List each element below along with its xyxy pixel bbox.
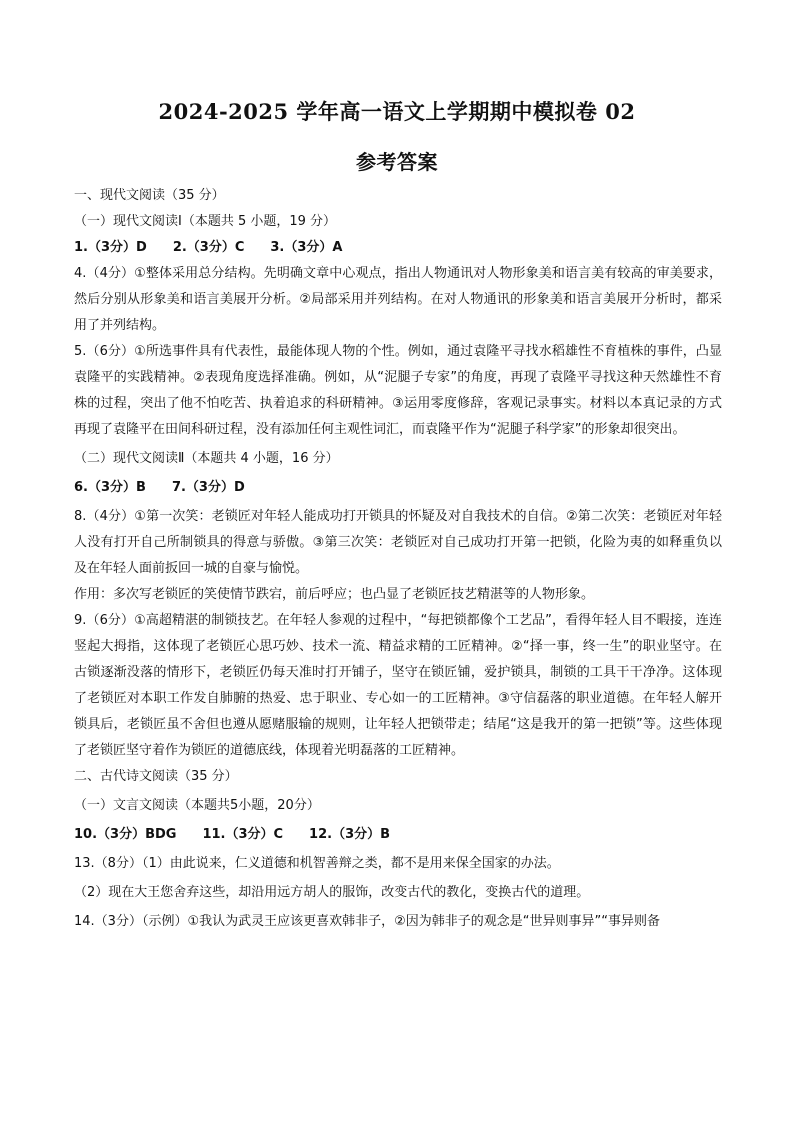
answer-paragraph: 14.（3分）（示例）①我认为武灵王应该更喜欢韩非子，②因为韩非子的观念是“世异则事异”“事异则备 <box>74 914 660 929</box>
answer-line: 10.（3分）BDG 11.（3分）C 12.（3分）B <box>74 827 391 842</box>
answer-paragraph: 作用：多次写老锁匠的笑使情节跌宕，前后呼应；也凸显了老锁匠技艺精湛等的人物形象。 <box>74 587 595 602</box>
answer-content <box>74 183 722 935</box>
answer-paragraph: 4.（4分）①整体采用总分结构。先明确文章中心观点，指出人物通讯对人物形象美和语言美有较高的审美要求，然后分别从形象美和语言美展开分析。②局部采用并列结构。在对人物通讯的形象美和语言美展开分析时，都采用了并列结构。 <box>74 266 722 333</box>
section-heading: 一、现代文阅读（35 分） <box>74 188 225 203</box>
answer-paragraph: 5.（6分）①所选事件具有代表性，最能体现人物的个性。例如，通过袁隆平寻找水稻雄性不育植株的事件，凸显袁隆平的实践精神。②表现角度选择准确。例如，从“泥腿子专家”的角度，再现了袁隆平寻找这种天然雄性不育株的过程，突出了他不怕吃苦、执着追求的科研精神。③运用零度修辞，客观记录事实。材料以本真记录的方式再现了袁隆平在田间科研过程，没有添加任何主观性词汇，而袁隆平作为“泥腿子科学家”的形象却很突出。 <box>74 344 722 437</box>
answer-paragraph: （2）现在大王您舍弃这些，却沿用远方胡人的服饰，改变古代的教化，变换古代的道理。 <box>74 885 590 900</box>
answer-line: 6.（3分）B 7.（3分）D <box>74 480 245 495</box>
subsection-heading: （一）现代文阅读Ⅰ（本题共 5 小题，19 分） <box>74 214 337 229</box>
section-heading: 二、古代诗文阅读（35 分） <box>74 769 238 784</box>
document-subtitle: 参考答案 <box>356 150 438 174</box>
document-title: 2024-2025 学年高一语文上学期期中模拟卷 02 <box>158 99 636 124</box>
answer-paragraph: 8.（4分）①第一次笑：老锁匠对年轻人能成功打开锁具的怀疑及对自我技术的自信。②第二次笑：老锁匠对年轻人没有打开自己所制锁具的得意与骄傲。③第三次笑：老锁匠对自己成功打开第一把锁，化险为夷的如释重负以及在年轻人面前扳回一城的自豪与愉悦。 <box>74 509 722 576</box>
subsection-heading: （二）现代文阅读Ⅱ（本题共 4 小题，16 分） <box>74 451 339 466</box>
answer-paragraph: 13.（8分）（1）由此说来，仁义道德和机智善辩之类，都不是用来保全国家的办法。 <box>74 856 560 871</box>
answer-paragraph: 9.（6分）①高超精湛的制锁技艺。在年轻人参观的过程中，“每把锁都像个工艺品”，看得年轻人目不暇接，连连竖起大拇指，这体现了老锁匠心思巧妙、技术一流、精益求精的工匠精神。②“择一事，终一生”的职业坚守。在古锁逐渐没落的情形下，老锁匠仍每天准时打开铺子，坚守在锁匠铺，爱护锁具，制锁的工具干干净净。这体现了老锁匠对本职工作发自肺腑的热爱、忠于职业、专心如一的工匠精神。③守信磊落的职业道德。在年轻人解开锁具后，老锁匠虽不舍但也遵从愿赌服输的规则，让年轻人把锁带走；结尾“这是我开的第一把锁”等。这些体现了老锁匠坚守着作为锁匠的道德底线，体现着光明磊落的工匠精神。 <box>74 613 722 758</box>
answer-line: 1.（3分）D 2.（3分）C 3.（3分）A <box>74 240 343 255</box>
subsection-heading: （一）文言文阅读（本题共5小题，20分） <box>74 798 320 813</box>
